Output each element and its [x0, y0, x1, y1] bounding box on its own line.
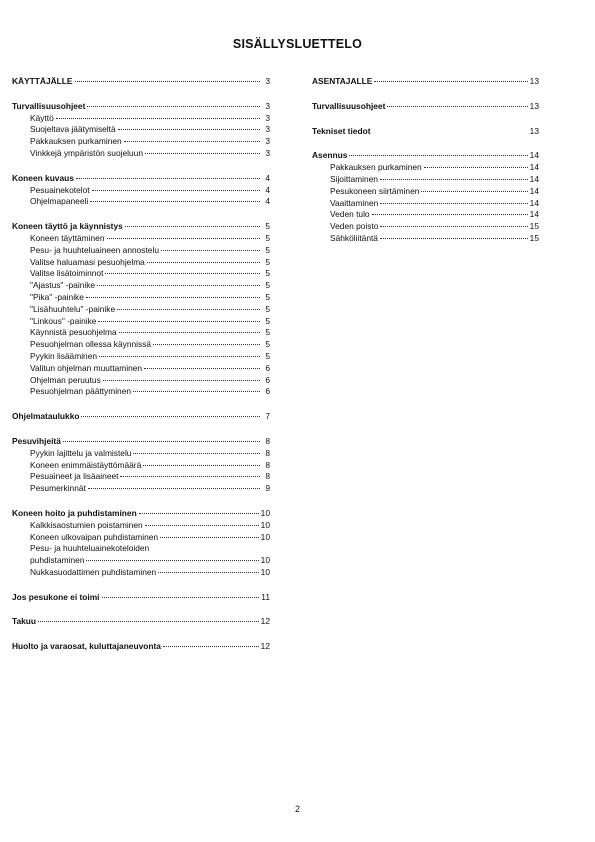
toc-entry-label: Kalkkisaostumien poistaminen	[30, 519, 143, 530]
toc-entry[interactable]	[312, 221, 539, 233]
toc-entry-label: Tekniset tiedot	[312, 125, 371, 136]
toc-page-number: 4	[265, 184, 270, 195]
toc-entry-label: Valitse lisätoiminnot	[30, 268, 104, 279]
toc-entry[interactable]	[12, 268, 270, 280]
dot-leader	[380, 237, 528, 239]
toc-page-number: 5	[265, 232, 270, 243]
toc-entry-label: puhdistaminen	[30, 555, 85, 566]
page-number: 2	[294, 804, 300, 814]
toc-entry-label: Pesuainekotelot	[30, 184, 90, 195]
dot-leader	[105, 272, 260, 274]
toc-entry-label: Veden poisto	[330, 221, 379, 232]
toc-entry-label: Käyttö	[30, 112, 54, 123]
toc-entry-label: Koneen enimmäistäyttömäärä	[30, 459, 142, 470]
dot-leader	[92, 189, 260, 191]
toc-entry-label: Valitse haluamasi pesuohjelma	[30, 256, 145, 267]
toc-entry-label: Pesu- ja huuhteluaineen annostelu	[30, 244, 159, 255]
dot-leader	[133, 452, 260, 454]
dot-leader	[125, 225, 260, 227]
toc-page-number: 14	[529, 185, 539, 196]
toc-entry-label: Koneen täyttäminen	[30, 232, 105, 243]
toc-entry[interactable]	[12, 483, 270, 495]
toc-entry-label: Pesu- ja huuhteluainekoteloiden	[30, 543, 150, 554]
toc-section	[12, 411, 270, 423]
toc-page-number: 3	[265, 112, 270, 123]
dot-leader	[387, 105, 527, 107]
toc-page-number: 10	[260, 566, 270, 577]
toc-entry[interactable]	[12, 136, 270, 148]
dot-leader	[153, 343, 260, 345]
dot-leader	[380, 225, 527, 227]
dot-leader	[81, 415, 260, 417]
toc-entry[interactable]	[12, 316, 270, 328]
toc-entry[interactable]	[12, 460, 270, 472]
toc-entry[interactable]	[12, 448, 270, 460]
dot-leader	[90, 200, 260, 202]
toc-entry[interactable]	[12, 386, 270, 398]
toc-heading[interactable]	[312, 76, 539, 88]
toc-page-number: 10	[260, 507, 270, 518]
toc-page-number: 5	[265, 268, 270, 279]
toc-page-number: 5	[265, 280, 270, 291]
dot-leader	[102, 596, 260, 598]
toc-page-number: 5	[265, 315, 270, 326]
dot-leader	[144, 367, 260, 369]
dot-leader	[63, 440, 260, 442]
toc-heading[interactable]	[312, 150, 539, 162]
toc-entry-label: ASENTAJALLE	[312, 76, 373, 86]
toc-entry-label: Vinkkejä ympäristön suojeluun	[30, 147, 143, 158]
toc-section	[12, 173, 270, 208]
toc-page-number: 10	[260, 555, 270, 566]
toc-entry[interactable]	[312, 162, 539, 174]
dot-leader	[158, 571, 259, 573]
toc-entry[interactable]	[12, 520, 270, 532]
toc-heading[interactable]	[12, 221, 270, 233]
toc-entry[interactable]	[12, 327, 270, 339]
toc-heading[interactable]	[12, 76, 270, 88]
dot-leader	[133, 390, 260, 392]
dot-leader	[147, 261, 260, 263]
toc-entry-label: Pakkauksen purkaminen	[30, 136, 122, 147]
dot-leader	[87, 105, 260, 107]
toc-entry-label: Ohjelmataulukko	[12, 411, 80, 422]
toc-entry[interactable]	[12, 292, 270, 304]
toc-entry[interactable]	[312, 186, 539, 198]
toc-page-number: 14	[529, 173, 539, 184]
toc-page-number: 15	[529, 221, 539, 232]
dot-leader	[75, 80, 261, 82]
toc-page-number: 5	[265, 256, 270, 267]
toc-page-number: 15	[529, 232, 539, 243]
page-title: SISÄLLYSLUETTELO	[232, 37, 363, 51]
dot-leader	[349, 154, 527, 156]
toc-page-number: 3	[265, 147, 270, 158]
dot-leader	[118, 128, 260, 130]
toc-heading[interactable]	[12, 411, 270, 423]
dot-leader	[103, 379, 260, 381]
toc-entry-label: Veden tulo	[330, 209, 370, 220]
toc-page-number: 12	[260, 641, 270, 652]
toc-entry[interactable]	[12, 245, 270, 257]
toc-entry-label: "Pika" -painike	[30, 291, 84, 302]
dot-leader	[145, 524, 259, 526]
toc-page-number: 4	[265, 196, 270, 207]
toc-entry[interactable]	[12, 233, 270, 245]
toc-section	[12, 592, 270, 604]
toc-heading[interactable]	[12, 173, 270, 185]
toc-page-number: 4	[265, 172, 270, 183]
toc-heading[interactable]	[12, 641, 270, 653]
toc-entry-label: Pesumerkinnät	[30, 483, 86, 494]
dot-leader	[143, 464, 260, 466]
toc-page-number: 14	[529, 162, 539, 173]
toc-entry-label: Nukkasuodattimen puhdistaminen	[30, 566, 157, 577]
toc-section	[12, 508, 270, 579]
toc-heading[interactable]	[312, 101, 539, 113]
toc-entry-label: Valitun ohjelman muuttaminen	[30, 362, 143, 373]
toc-entry-label: "Lisähuuhtelu" -painike	[30, 303, 116, 314]
toc-entry[interactable]	[12, 124, 270, 136]
toc-heading[interactable]	[12, 616, 270, 628]
toc-entry-label: Pesuaineet ja lisäaineet	[30, 471, 119, 482]
dot-leader	[99, 355, 260, 357]
toc-entry-label: Turvallisuusohjeet	[312, 100, 386, 111]
toc-page-number: 10	[260, 519, 270, 530]
toc-page-number: 3	[265, 136, 270, 147]
toc-section	[312, 76, 539, 88]
dot-leader	[86, 296, 260, 298]
toc-page-number: 3	[265, 124, 270, 135]
toc-entry[interactable]	[12, 351, 270, 363]
toc-entry-label: Sijoittaminen	[330, 173, 378, 184]
toc-entry-label: Koneen täyttö ja käynnistys	[12, 221, 123, 232]
dot-leader	[374, 80, 527, 82]
toc-entry-label: Sähköliitäntä	[330, 232, 378, 243]
toc-page-number: 14	[529, 150, 539, 161]
dot-leader	[372, 131, 527, 132]
dot-leader	[88, 487, 260, 489]
toc-entry-label: Käynnistä pesuohjelma	[30, 327, 117, 338]
toc-entry[interactable]	[12, 304, 270, 316]
toc-entry-label: Pesuvihjeitä	[12, 435, 61, 446]
toc-entry-label: Pesukoneen siirtäminen	[330, 185, 420, 196]
toc-entry[interactable]	[12, 148, 270, 160]
toc-entry[interactable]	[12, 257, 270, 269]
toc-entry[interactable]	[12, 471, 270, 483]
toc-page-number: 9	[265, 483, 270, 494]
dot-leader	[380, 178, 528, 180]
toc-entry-label: Suojeltava jäätymiseltä	[30, 124, 116, 135]
toc-entry-label: Jos pesukone ei toimi	[12, 591, 100, 602]
toc-page-number: 6	[265, 374, 270, 385]
toc-page-number: 3	[265, 76, 270, 86]
toc-page-number: 5	[265, 350, 270, 361]
toc-page-number: 6	[265, 386, 270, 397]
dot-leader	[56, 117, 260, 119]
dot-leader	[124, 140, 260, 142]
toc-page-number: 8	[265, 459, 270, 470]
dot-leader	[117, 308, 260, 310]
toc-section	[12, 641, 270, 653]
toc-page-number: 5	[265, 221, 270, 232]
toc-page-number: 3	[265, 100, 270, 111]
toc-section	[12, 76, 270, 88]
toc-page-number: 7	[265, 411, 270, 422]
toc-entry-label: Asennus	[312, 150, 348, 161]
dot-leader	[97, 284, 260, 286]
dot-leader	[424, 166, 528, 168]
dot-leader	[145, 152, 260, 154]
toc-entry[interactable]	[12, 555, 270, 567]
toc-heading[interactable]	[12, 101, 270, 113]
toc-entry[interactable]	[12, 339, 270, 351]
toc-entry-label: Pyykin lisääminen	[30, 350, 98, 361]
toc-entry[interactable]	[312, 174, 539, 186]
toc-entry-label: Koneen kuvaus	[12, 172, 74, 183]
toc-section	[12, 101, 270, 160]
toc-entry-label: Turvallisuusohjeet	[12, 100, 86, 111]
toc-entry-label: "Ajastus" -painike	[30, 280, 96, 291]
dot-leader	[139, 512, 259, 514]
toc-entry[interactable]	[12, 196, 270, 208]
toc-section	[312, 150, 539, 244]
dot-leader	[161, 249, 260, 251]
toc-entry-label: Pesuohjelman ollessa käynnissä	[30, 339, 152, 350]
toc-heading[interactable]	[312, 126, 539, 138]
toc-page-number: 13	[529, 100, 539, 111]
toc-page-number: 5	[265, 303, 270, 314]
dot-leader	[86, 559, 258, 561]
toc-entry[interactable]	[12, 567, 270, 579]
dot-leader	[38, 620, 259, 622]
toc-page-number: 11	[261, 591, 270, 602]
toc-entry-label: "Linkous" -painike	[30, 315, 97, 326]
toc-page-number: 14	[529, 197, 539, 208]
toc-right-column	[312, 76, 539, 258]
toc-page-number: 5	[265, 327, 270, 338]
toc-entry[interactable]	[12, 375, 270, 387]
toc-entry[interactable]	[12, 185, 270, 197]
toc-heading[interactable]	[12, 508, 270, 520]
toc-section	[312, 101, 539, 113]
toc-page-number: 8	[265, 471, 270, 482]
toc-entry[interactable]	[12, 280, 270, 292]
toc-entry-label: Ohjelman peruutus	[30, 374, 101, 385]
toc-entry[interactable]	[12, 543, 270, 555]
dot-leader	[119, 331, 260, 333]
dot-leader	[151, 548, 260, 549]
dot-leader	[76, 177, 260, 179]
toc-entry-label: Pyykin lajittelu ja valmistelu	[30, 447, 132, 458]
toc-entry[interactable]	[12, 532, 270, 544]
toc-section	[312, 126, 539, 138]
toc-page-number: 8	[265, 435, 270, 446]
toc-page-number: 5	[265, 291, 270, 302]
dot-leader	[421, 190, 527, 192]
toc-entry[interactable]	[312, 198, 539, 210]
toc-page-number: 13	[529, 125, 539, 136]
toc-entry-label: KÄYTTÄJÄLLE	[12, 76, 73, 86]
toc-page-number: 5	[265, 339, 270, 350]
dot-leader	[107, 237, 261, 239]
toc-page-number: 12	[260, 616, 270, 627]
toc-entry-label: Ohjelmapaneeli	[30, 196, 89, 207]
toc-entry[interactable]	[12, 363, 270, 375]
toc-page-number: 6	[265, 362, 270, 373]
toc-entry-label: Takuu	[12, 616, 37, 627]
toc-section	[12, 616, 270, 628]
toc-section	[12, 221, 270, 398]
toc-entry-label: Koneen hoito ja puhdistaminen	[12, 507, 137, 518]
toc-left-column	[12, 76, 270, 666]
toc-section	[12, 436, 270, 495]
toc-page-number: 8	[265, 447, 270, 458]
toc-page-number: 5	[265, 244, 270, 255]
dot-leader	[372, 213, 528, 215]
dot-leader	[98, 320, 260, 322]
toc-entry-label: Vaaittaminen	[330, 197, 379, 208]
toc-heading[interactable]	[12, 436, 270, 448]
toc-page-number: 10	[260, 531, 270, 542]
toc-entry[interactable]	[312, 233, 539, 245]
toc-entry-label: Pesuohjelman päättyminen	[30, 386, 132, 397]
dot-leader	[120, 475, 260, 477]
toc-entry-label: Koneen ulkovaipan puhdistaminen	[30, 531, 159, 542]
toc-entry[interactable]	[12, 113, 270, 125]
dot-leader	[160, 536, 259, 538]
dot-leader	[163, 645, 259, 647]
toc-heading[interactable]	[12, 592, 270, 604]
dot-leader	[380, 202, 527, 204]
toc-page-number: 14	[529, 209, 539, 220]
toc-page-number: 13	[529, 76, 539, 86]
toc-entry-label: Pakkauksen purkaminen	[330, 162, 422, 173]
toc-entry-label: Huolto ja varaosat, kuluttajaneuvonta	[12, 641, 161, 652]
toc-entry[interactable]	[312, 209, 539, 221]
